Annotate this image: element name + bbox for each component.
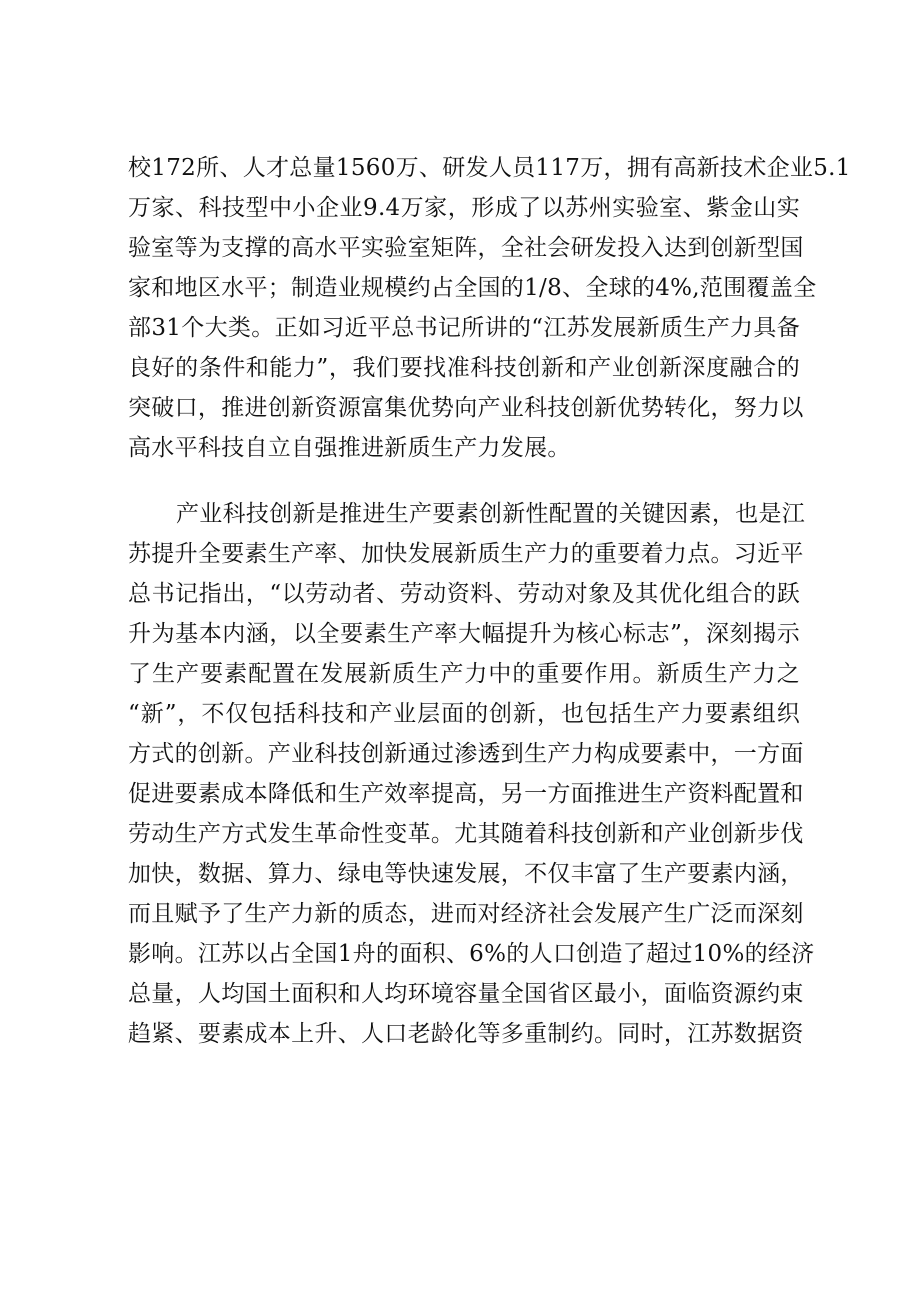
text-line: 部31个大类。正如习近平总书记所讲的“江苏发展新质生产力具备 [128,315,800,341]
text-line: 趋紧、要素成本上升、人口老龄化等多重制约。同时，江苏数据资 [128,1021,804,1047]
paragraph-1 [128,148,851,468]
text-line: 而且赋予了生产力新的质态，进而对经济社会发展产生广泛而深刻 [128,901,804,927]
paragraph-2 [128,494,815,1054]
text-line: 产业科技创新是推进生产要素创新性配置的关键因素，也是江 [176,501,806,527]
text-line: 万家、科技型中小企业9.4万家，形成了以苏州实验室、紫金山实 [128,195,800,221]
text-line: 突破口，推进创新资源富集优势向产业科技创新优势转化，努力以 [128,395,804,421]
text-line: 影响。江苏以占全国1舟的面积、6%的人口创造了超过10%的经济 [128,941,815,967]
text-line: 验室等为支撑的高水平实验室矩阵，全社会研发投入达到创新型国 [128,235,804,261]
text-line: 高水平科技自立自强推进新质生产力发展。 [128,435,571,461]
text-line: 良好的条件和能力”，我们要找准科技创新和产业创新深度融合的 [128,355,800,381]
text-line: 升为基本内涵，以全要素生产率大幅提升为核心标志”，深刻揭示 [128,621,800,647]
text-line: 劳动生产方式发生革命性变革。尤其随着科技创新和产业创新步伐 [128,821,804,847]
text-line: 促进要素成本降低和生产效率提高，另一方面推进生产资料配置和 [128,781,804,807]
text-line: 总量，人均国土面积和人均环境容量全国省区最小，面临资源约束 [128,981,804,1007]
text-line: 家和地区水平；制造业规模约占全国的1/8、全球的4%,范围覆盖全 [128,275,817,301]
text-line: 校172所、人才总量1560万、研发人员117万，拥有高新技术企业5.1 [128,155,851,181]
text-line: 加快，数据、算力、绿电等快速发展，不仅丰富了生产要素内涵， [128,861,804,887]
text-line: 了生产要素配置在发展新质生产力中的重要作用。新质生产力之 [128,661,800,687]
text-line: 苏提升全要素生产率、加快发展新质生产力的重要着力点。习近平 [128,541,804,567]
text-line: 方式的创新。产业科技创新通过渗透到生产力构成要素中，一方面 [128,741,804,767]
text-line: 总书记指出，“以劳动者、劳动资料、劳动对象及其优化组合的跃 [128,581,800,607]
text-line: “新”，不仅包括科技和产业层面的创新，也包括生产力要素组织 [128,701,800,727]
